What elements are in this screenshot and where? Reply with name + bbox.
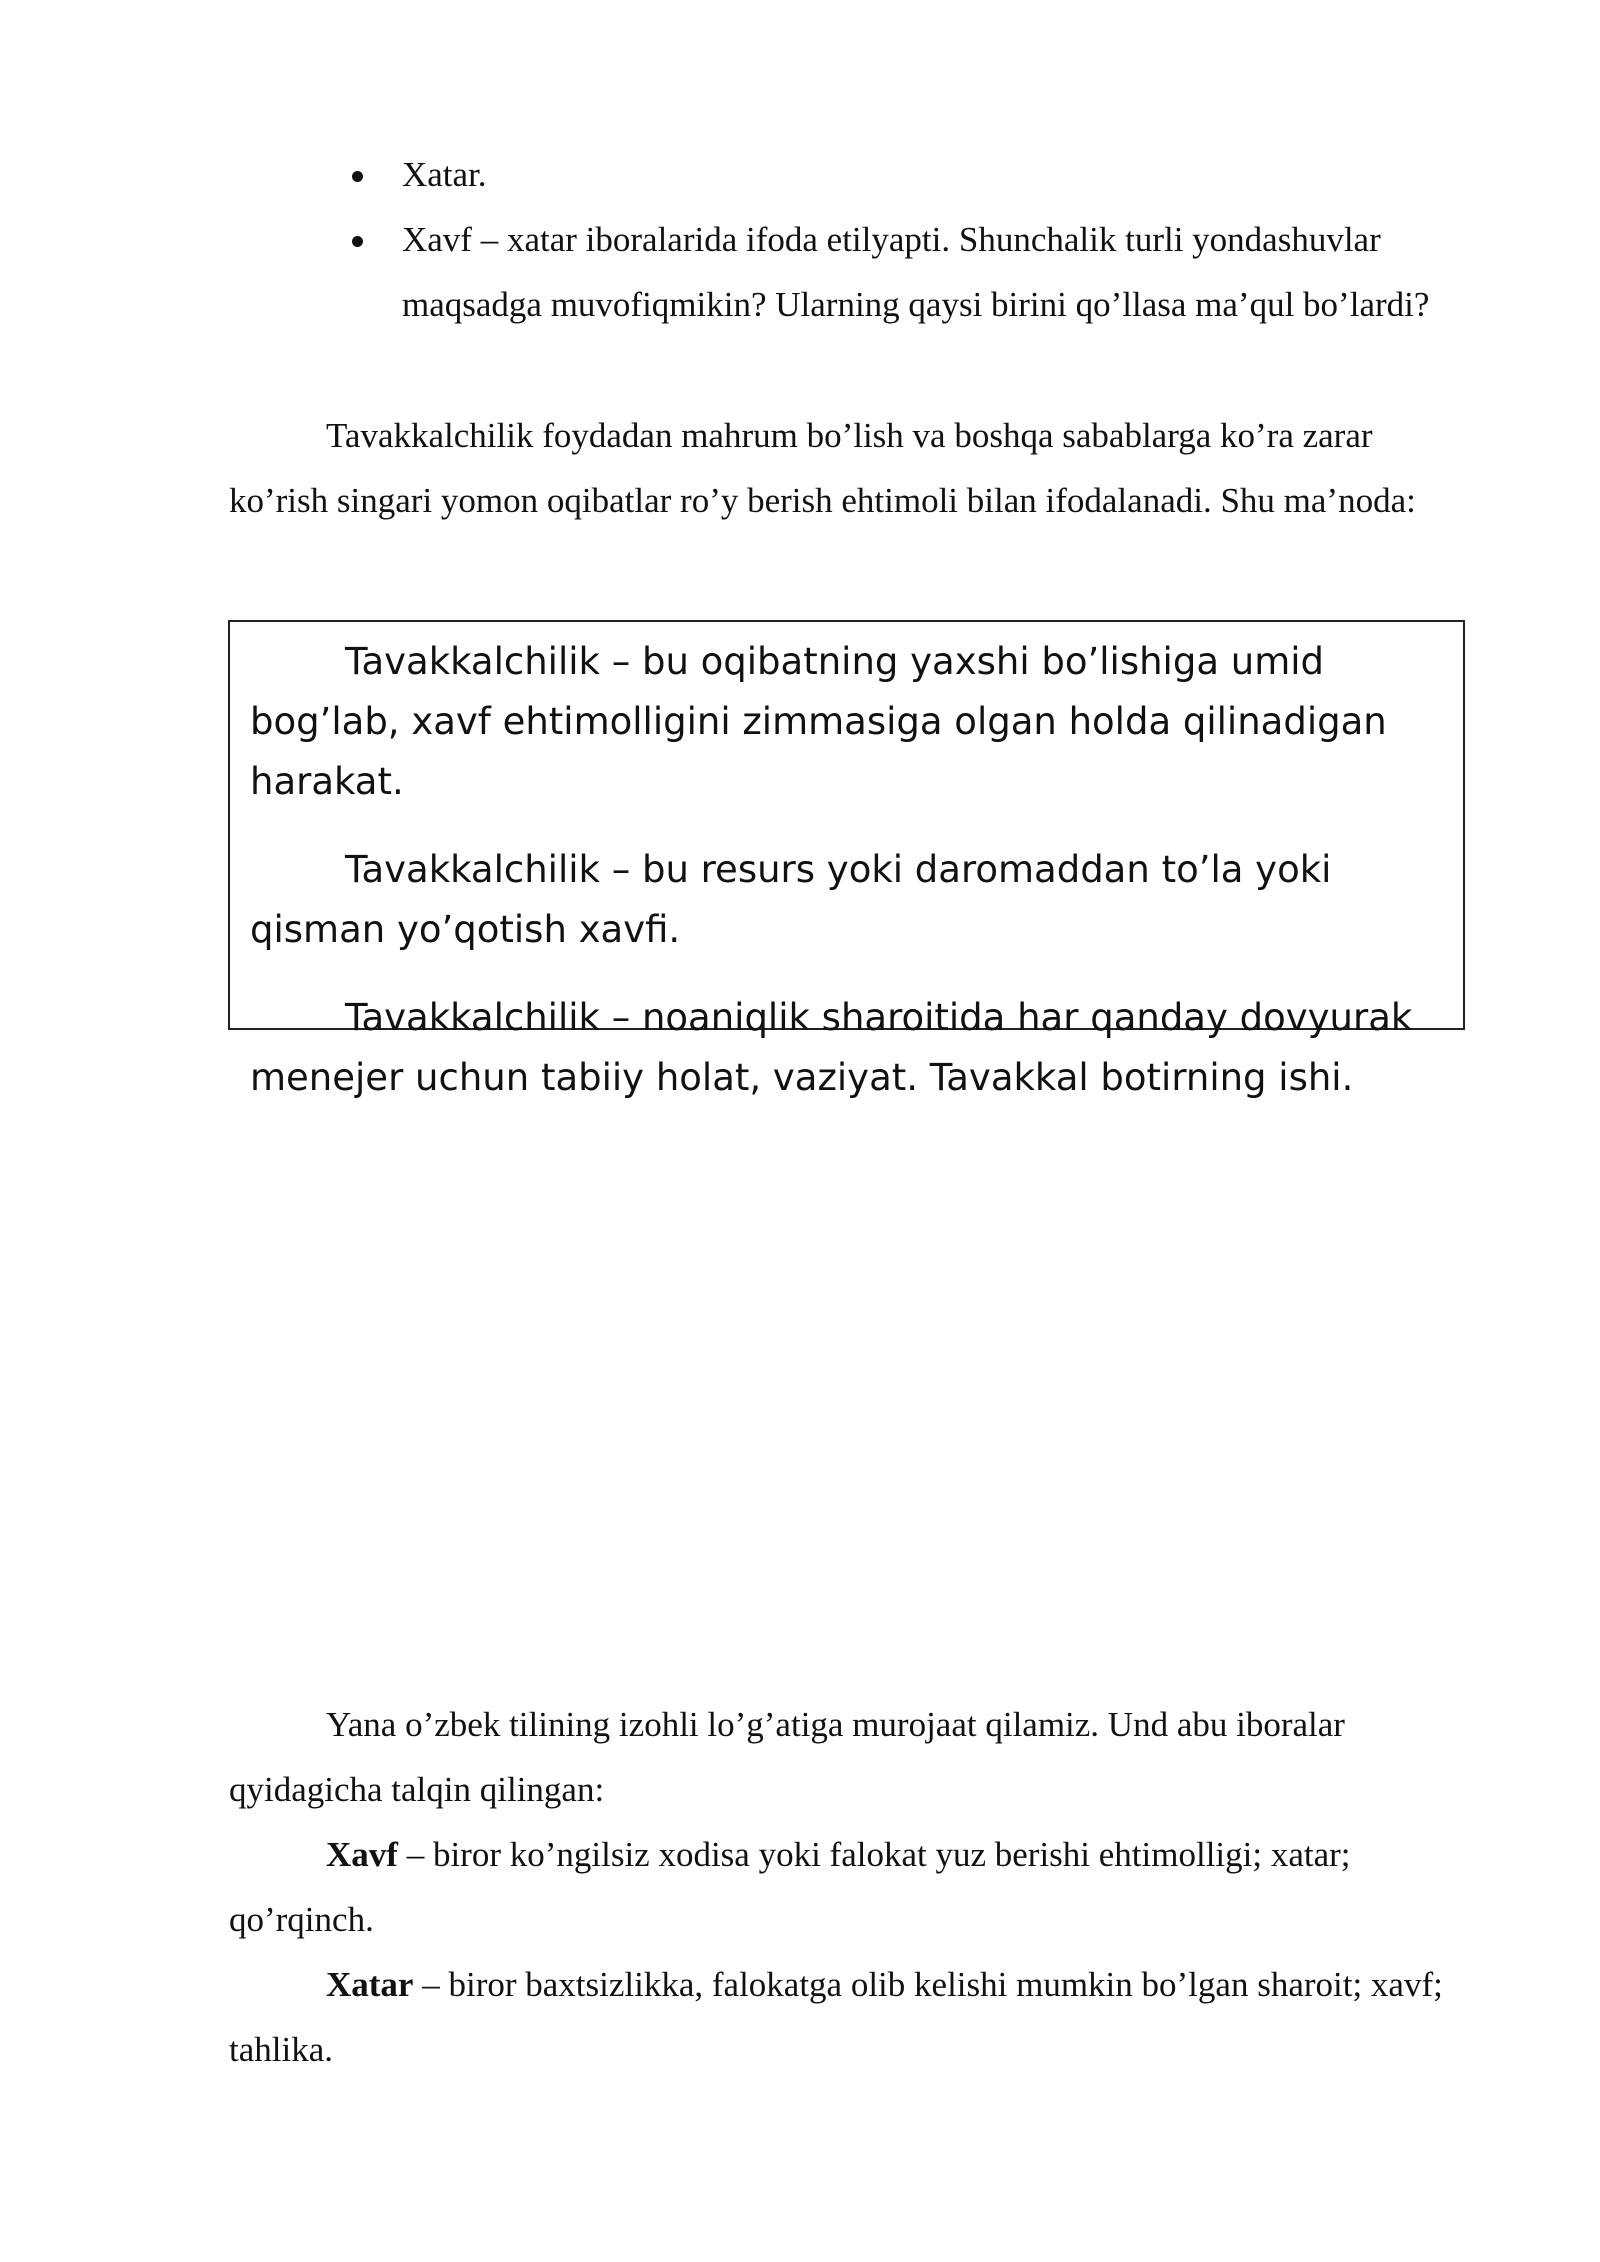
list-item-text: Xavf – xatar iboralarida ifoda etilyapti. Shunchalik turli yondashuvlar maqsadga muvofiqmikin? Ularning qaysi birini qo’llasa ma’qul bo’lardi? (402, 220, 1430, 324)
bullet-icon (352, 236, 363, 247)
list-item (352, 207, 1462, 337)
bullet-icon (352, 171, 363, 182)
bullet-list (352, 142, 1462, 337)
definitions-box (228, 620, 1465, 1099)
dictionary-intro-text: Yana o’zbek tilining izohli lo’g’atiga murojaat qilamiz. Und abu iboralar qyidagicha talqin qilingan: (229, 1705, 1345, 1809)
definition-item (250, 632, 1445, 812)
entry-term: Xavf (326, 1835, 398, 1874)
definition-text: Tavakkalchilik – bu oqibatning yaxshi bo’lishiga umid bog’lab, xavf ehtimolligini zimmasiga olgan holda qilinadigan harakat. (250, 640, 1387, 803)
intro-paragraph-text: Tavakkalchilik foydadan mahrum bo’lish va boshqa sabablarga ko’ra zarar ko’rish singari yomon oqibatlar ro’y berish ehtimoli bilan ifodalanadi. Shu ma’noda: (229, 416, 1416, 520)
definition-text: Tavakkalchilik – bu resurs yoki daromaddan to’la yoki qisman yo’qotish xavfi. (250, 848, 1332, 951)
entry-definition: – biror baxtsizlikka, falokatga olib kelishi mumkin bo’lgan sharoit; xavf; tahlika. (229, 1965, 1443, 2069)
definition-item (250, 840, 1445, 960)
definition-text: Tavakkalchilik – noaniqlik sharoitida har qanday dovyurak menejer uchun tabiiy holat, vaziyat. Tavakkal botirning ishi. (250, 996, 1413, 1099)
dictionary-entry (229, 1822, 1462, 1952)
intro-paragraph (229, 403, 1462, 533)
list-item-text: Xatar. (402, 155, 487, 194)
list-item (352, 142, 1462, 207)
dictionary-entry (229, 1952, 1462, 2082)
entry-definition: – biror ko’ngilsiz xodisa yoki falokat yuz berishi ehtimolligi; xatar; qo’rqinch. (229, 1835, 1351, 1939)
entry-term: Xatar (326, 1965, 414, 2004)
definition-item (250, 988, 1445, 1108)
dictionary-intro-paragraph (229, 1692, 1462, 1822)
